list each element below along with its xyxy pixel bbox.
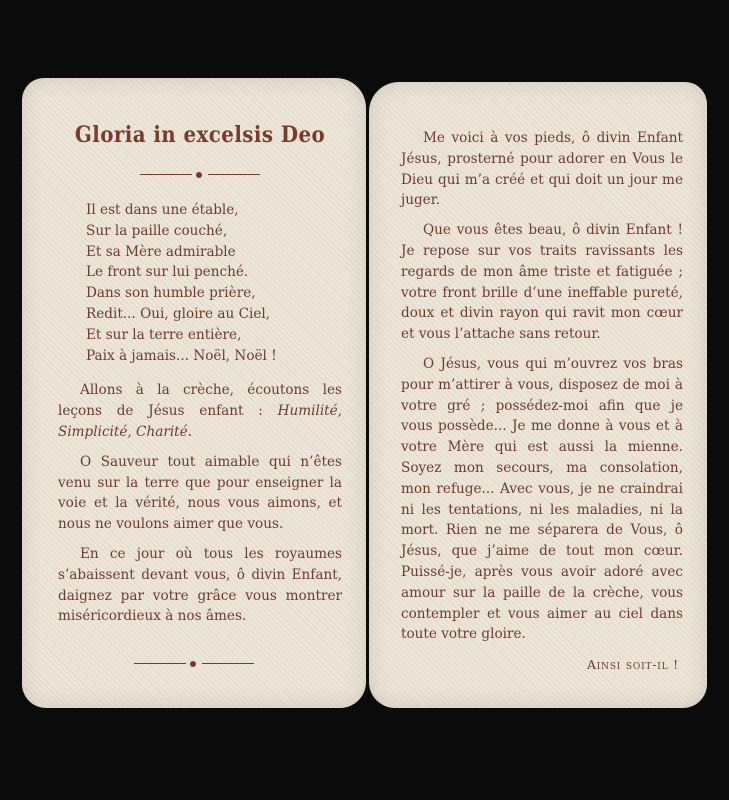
ornament-dot-icon xyxy=(196,172,202,178)
right-page xyxy=(369,82,707,708)
ornament-divider-bottom xyxy=(134,661,254,667)
left-page xyxy=(22,78,366,708)
poem-stanza xyxy=(86,200,342,366)
ornament-line xyxy=(134,663,186,664)
ornament-line xyxy=(140,174,192,175)
ornament-line xyxy=(202,663,254,664)
poem-line: Et sa Mère admirable xyxy=(86,243,236,260)
poem-line: Sur la paille couché, xyxy=(86,222,228,239)
poem-line: Il est dans une étable, xyxy=(86,202,239,218)
paragraph-creche-text: Allons à la crèche, écoutons les leçons de Jésus enfant : xyxy=(58,382,342,420)
virtues-emphasis: Humilité, Simplicité, Charité. xyxy=(58,403,342,440)
paragraph-creche xyxy=(58,380,342,442)
paragraph-royaumes: En ce jour où tous les royaumes s’abaissent devant vous, ô divin Enfant, daignez par votre grâce vous montrer miséricordieux à nos âmes. xyxy=(58,545,342,625)
paragraph-jesus: O Jésus, vous qui m’ouvrez vos bras pour m’attirer à vous, disposez de moi à votre gré ; possédez-moi afin que je vous possède... Je me donne à vous et à votre Mère qui est aussi la mienne. Soyez mon secours, ma consolation, mon refuge... Avec vous, je ne craindrai ni les tentations, ni les maladies, ni la mort. Rien ne me séparera de Vous, ô Jésus, que j’aime de tout mon cœur. Puissé-je, après vous avoir adoré avec amour sur la paille de la crèche, vous contempler et vous aimer au ciel dans toute votre gloire. xyxy=(401,355,683,643)
poem-line: Redit... Oui, gloire au Ciel, xyxy=(86,305,271,322)
ornament-line xyxy=(208,174,260,175)
poem-line: Paix à jamais... Noël, Noël ! xyxy=(86,347,277,364)
ornament-dot-icon xyxy=(190,661,196,667)
signoff: Ainsi soit-il ! xyxy=(586,657,679,673)
ornament-divider-bottom-wrap xyxy=(22,661,366,667)
paragraph-voici: Me voici à vos pieds, ô divin Enfant Jésus, prosterné pour adorer en Vous le Dieu qui m’a créé et qui doit un jour me juger. xyxy=(401,130,683,209)
poem-line: Le front sur lui penché. xyxy=(86,264,249,281)
page-title: Gloria in excelsis Deo xyxy=(74,122,326,148)
poem-line: Et sur la terre entière, xyxy=(86,326,242,343)
paragraph-sauveur: O Sauveur tout aimable qui n’êtes venu sur la terre que pour enseigner la voie et la vérité, nous vous aimons, et nous ne voulons aimer que vous. xyxy=(58,453,342,533)
paragraph-beau: Que vous êtes beau, ô divin Enfant ! Je repose sur vos traits ravissants les regards de mon âme triste et fatiguée ; votre front brille d’une ineffable pureté, doux et divin rayon qui ravit mon cœur et vous l’attache sans retour. xyxy=(401,222,683,343)
poem-line: Dans son humble prière, xyxy=(86,285,256,302)
ornament-divider-top xyxy=(140,172,260,178)
